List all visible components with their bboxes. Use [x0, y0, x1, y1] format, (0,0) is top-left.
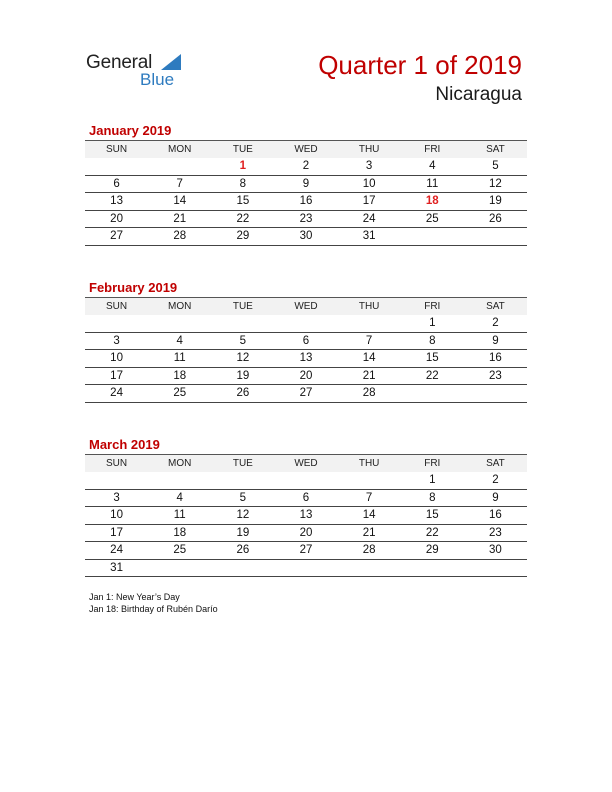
weekday-label: MON: [148, 298, 211, 315]
week-row: [85, 158, 527, 176]
day-cell: 2: [464, 315, 527, 333]
empty-day-cell: [338, 315, 401, 333]
month-calendar-table: [85, 140, 527, 246]
day-cell: 22: [401, 524, 464, 542]
day-cell: 1: [401, 315, 464, 333]
day-cell: 28: [338, 385, 401, 403]
day-cell: 12: [464, 175, 527, 193]
day-cell: 19: [211, 367, 274, 385]
weekday-label: WED: [274, 298, 337, 315]
weekday-label: SAT: [464, 455, 527, 472]
day-cell: 17: [85, 524, 148, 542]
day-cell: 6: [274, 332, 337, 350]
empty-day-cell: [464, 559, 527, 577]
empty-day-cell: [274, 559, 337, 577]
day-cell: 9: [274, 175, 337, 193]
week-row: [85, 193, 527, 211]
day-cell: 22: [401, 367, 464, 385]
week-row: [85, 315, 527, 333]
day-cell: 7: [148, 175, 211, 193]
empty-day-cell: [338, 559, 401, 577]
weekday-label: THU: [338, 141, 401, 158]
day-cell: 15: [401, 507, 464, 525]
day-cell: 14: [338, 350, 401, 368]
day-cell: 25: [148, 385, 211, 403]
day-cell: 30: [274, 228, 337, 246]
empty-day-cell: [401, 559, 464, 577]
week-row: [85, 385, 527, 403]
weekday-label: SUN: [85, 141, 148, 158]
month-calendar-table: [85, 297, 527, 403]
generalblue-logo: [86, 50, 196, 90]
empty-day-cell: [211, 559, 274, 577]
empty-day-cell: [401, 228, 464, 246]
day-cell: 18: [148, 367, 211, 385]
day-cell: 5: [211, 489, 274, 507]
day-cell: 5: [211, 332, 274, 350]
day-cell: 9: [464, 332, 527, 350]
week-row: [85, 367, 527, 385]
country-name: Nicaragua: [435, 84, 522, 105]
day-cell: 21: [148, 210, 211, 228]
day-cell: 13: [274, 350, 337, 368]
week-row: [85, 175, 527, 193]
day-cell: 3: [338, 158, 401, 176]
day-cell: 27: [274, 542, 337, 560]
week-row: [85, 350, 527, 368]
weekday-header-row: [85, 141, 527, 158]
day-cell: 11: [148, 507, 211, 525]
weekday-label: TUE: [211, 298, 274, 315]
empty-day-cell: [274, 315, 337, 333]
empty-day-cell: [148, 472, 211, 490]
week-row: [85, 472, 527, 490]
weekday-label: WED: [274, 455, 337, 472]
day-cell: 21: [338, 367, 401, 385]
day-cell: 1: [401, 472, 464, 490]
day-cell: 12: [211, 507, 274, 525]
day-cell: 13: [85, 193, 148, 211]
holiday-note: Jan 1: New Year’s Day: [89, 592, 180, 602]
day-cell: 17: [85, 367, 148, 385]
day-cell: 24: [85, 542, 148, 560]
day-cell: 7: [338, 332, 401, 350]
empty-day-cell: [274, 472, 337, 490]
day-cell: 6: [85, 175, 148, 193]
weekday-label: FRI: [401, 455, 464, 472]
day-cell: 19: [211, 524, 274, 542]
day-cell: 15: [211, 193, 274, 211]
day-cell: 14: [338, 507, 401, 525]
week-row: [85, 489, 527, 507]
day-cell: 23: [464, 524, 527, 542]
empty-day-cell: [148, 315, 211, 333]
day-cell: 14: [148, 193, 211, 211]
logo-triangle-icon: [161, 54, 181, 70]
day-cell: 23: [464, 367, 527, 385]
day-cell: 29: [401, 542, 464, 560]
day-cell: 3: [85, 332, 148, 350]
week-row: [85, 524, 527, 542]
day-cell: 27: [274, 385, 337, 403]
day-cell: 16: [274, 193, 337, 211]
day-cell: 4: [148, 489, 211, 507]
day-cell: 20: [274, 367, 337, 385]
weekday-label: SUN: [85, 455, 148, 472]
empty-day-cell: [148, 158, 211, 176]
logo-word-general: General: [86, 52, 153, 73]
empty-day-cell: [211, 472, 274, 490]
day-cell: 8: [211, 175, 274, 193]
day-cell: 22: [211, 210, 274, 228]
empty-day-cell: [401, 385, 464, 403]
weekday-label: THU: [338, 455, 401, 472]
month-title: March 2019: [89, 437, 160, 452]
weekday-label: MON: [148, 141, 211, 158]
day-cell: 25: [148, 542, 211, 560]
weekday-label: THU: [338, 298, 401, 315]
empty-day-cell: [85, 158, 148, 176]
day-cell: 10: [85, 350, 148, 368]
day-cell: 21: [338, 524, 401, 542]
weekday-header-row: [85, 455, 527, 472]
empty-day-cell: [148, 559, 211, 577]
weekday-label: TUE: [211, 141, 274, 158]
day-cell: 13: [274, 507, 337, 525]
day-cell: 19: [464, 193, 527, 211]
holiday-notes: [89, 591, 218, 615]
week-row: [85, 507, 527, 525]
day-cell: 17: [338, 193, 401, 211]
day-cell: 2: [274, 158, 337, 176]
day-cell: 10: [338, 175, 401, 193]
month-block-january: [85, 122, 527, 246]
day-cell: 31: [85, 559, 148, 577]
day-cell: 12: [211, 350, 274, 368]
day-cell: 23: [274, 210, 337, 228]
day-cell: 8: [401, 332, 464, 350]
week-row: [85, 542, 527, 560]
day-cell: 24: [85, 385, 148, 403]
day-cell: 10: [85, 507, 148, 525]
month-block-february: [85, 279, 527, 403]
day-cell: 11: [148, 350, 211, 368]
month-block-march: [85, 436, 527, 577]
day-cell: 25: [401, 210, 464, 228]
weekday-label: FRI: [401, 141, 464, 158]
empty-day-cell: [464, 228, 527, 246]
day-cell: 11: [401, 175, 464, 193]
day-cell: 31: [338, 228, 401, 246]
weekday-label: WED: [274, 141, 337, 158]
day-cell: 3: [85, 489, 148, 507]
day-cell: 4: [148, 332, 211, 350]
day-cell: 28: [148, 228, 211, 246]
day-cell: 27: [85, 228, 148, 246]
weekday-label: SAT: [464, 298, 527, 315]
day-cell: 15: [401, 350, 464, 368]
day-cell: 16: [464, 350, 527, 368]
month-title: February 2019: [89, 280, 178, 295]
week-row: [85, 228, 527, 246]
empty-day-cell: [85, 315, 148, 333]
logo-word-blue: Blue: [140, 70, 175, 89]
weekday-header-row: [85, 298, 527, 315]
day-cell: 1: [211, 158, 274, 176]
day-cell: 26: [211, 385, 274, 403]
day-cell: 4: [401, 158, 464, 176]
day-cell: 20: [85, 210, 148, 228]
holiday-note: Jan 18: Birthday of Rubén Darío: [89, 604, 218, 614]
empty-day-cell: [464, 385, 527, 403]
empty-day-cell: [338, 472, 401, 490]
weekday-label: TUE: [211, 455, 274, 472]
day-cell: 26: [211, 542, 274, 560]
weekday-label: MON: [148, 455, 211, 472]
day-cell: 28: [338, 542, 401, 560]
month-calendar-table: [85, 454, 527, 577]
weekday-label: FRI: [401, 298, 464, 315]
day-cell: 20: [274, 524, 337, 542]
day-cell: 8: [401, 489, 464, 507]
day-cell: 6: [274, 489, 337, 507]
week-row: [85, 332, 527, 350]
day-cell: 2: [464, 472, 527, 490]
empty-day-cell: [211, 315, 274, 333]
day-cell: 9: [464, 489, 527, 507]
weekday-label: SUN: [85, 298, 148, 315]
month-title: January 2019: [89, 123, 172, 138]
day-cell: 24: [338, 210, 401, 228]
day-cell: 18: [401, 193, 464, 211]
day-cell: 16: [464, 507, 527, 525]
day-cell: 7: [338, 489, 401, 507]
day-cell: 18: [148, 524, 211, 542]
week-row: [85, 559, 527, 577]
page-title: Quarter 1 of 2019: [318, 50, 522, 80]
day-cell: 30: [464, 542, 527, 560]
weekday-label: SAT: [464, 141, 527, 158]
day-cell: 26: [464, 210, 527, 228]
week-row: [85, 210, 527, 228]
day-cell: 29: [211, 228, 274, 246]
day-cell: 5: [464, 158, 527, 176]
empty-day-cell: [85, 472, 148, 490]
